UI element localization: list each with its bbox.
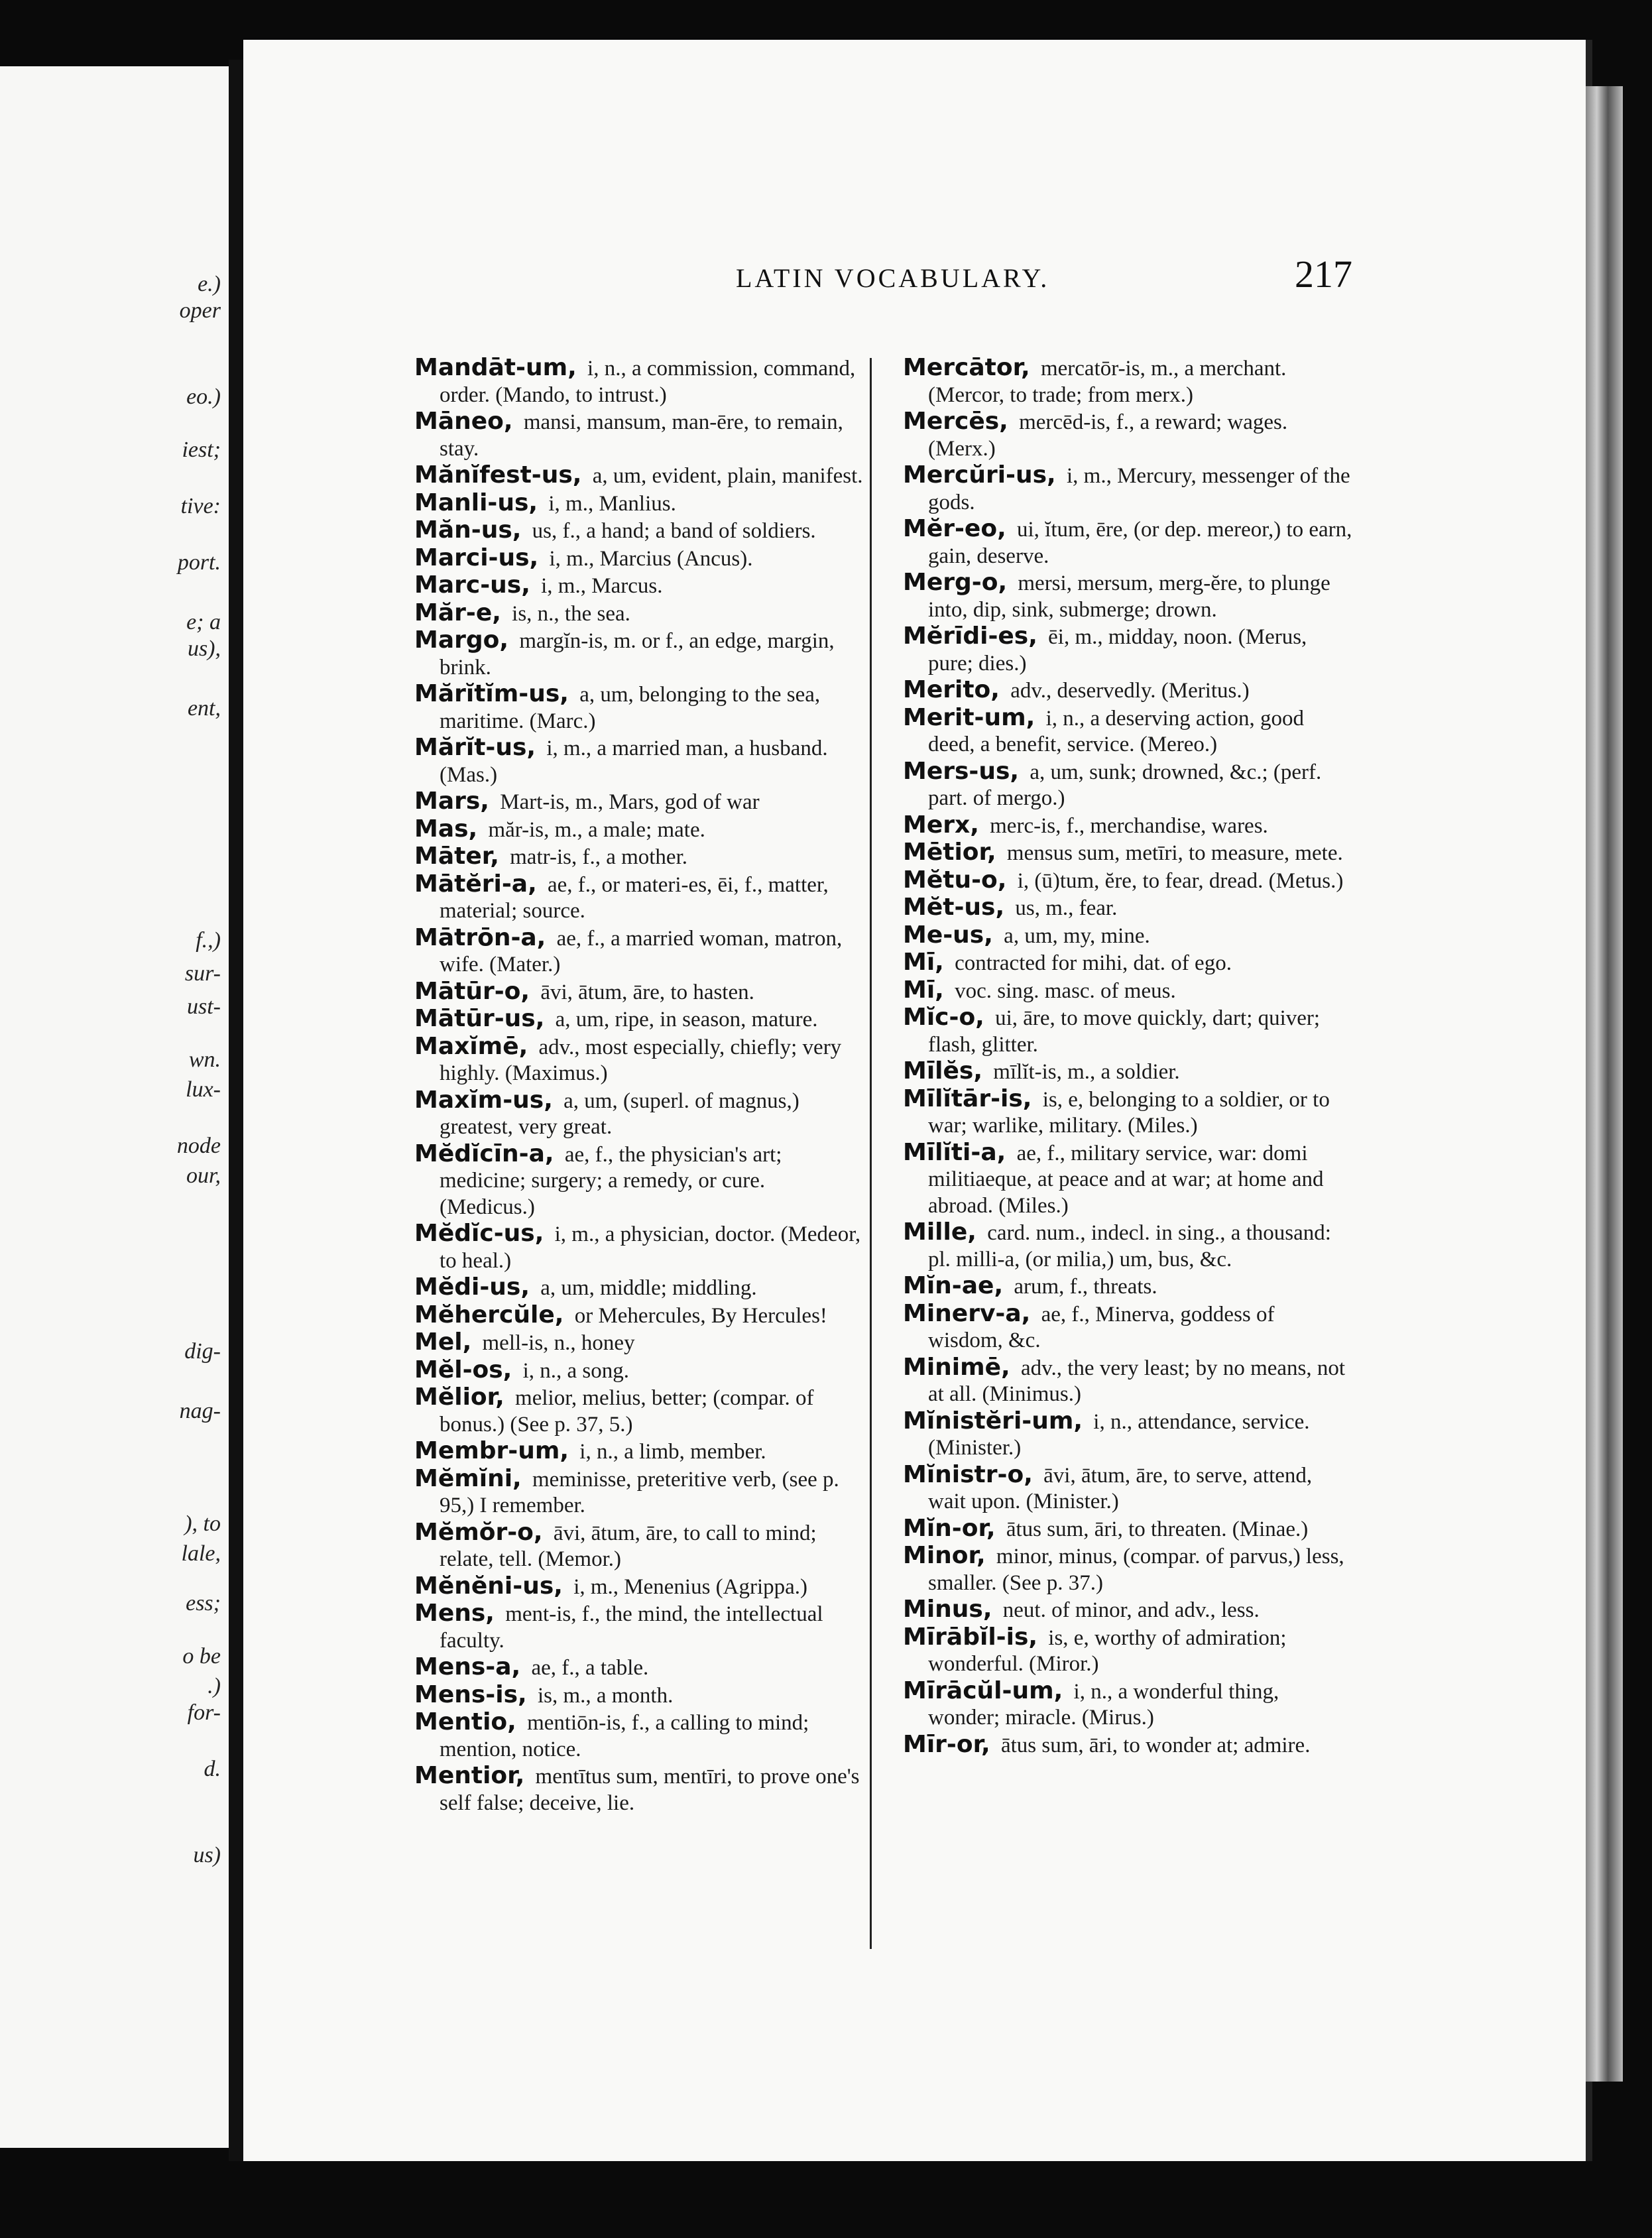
dictionary-entry [414, 517, 865, 545]
dictionary-entry [414, 1384, 865, 1438]
entry-headword: Mĕdĭc-us, [414, 1220, 544, 1247]
dictionary-entry [414, 1302, 865, 1330]
facing-page-text-fragment: ), to [184, 1511, 221, 1536]
entry-headword: Mĕt-us, [903, 894, 1005, 921]
dictionary-entry [903, 922, 1354, 950]
entry-headword: Mātrōn-a, [414, 923, 546, 951]
dictionary-entry [414, 1274, 865, 1302]
facing-page-text-fragment: nag- [179, 1399, 221, 1423]
dictionary-entry [903, 758, 1354, 812]
entry-headword: Minus, [903, 1596, 992, 1623]
entry-headword: Mīlĭti-a, [903, 1138, 1006, 1166]
entry-headword: Mĕlior, [414, 1384, 504, 1411]
dictionary-entry [414, 681, 865, 735]
entry-definition: i, m., Mercury, messenger of the gods. [928, 464, 1350, 514]
entry-definition: mentītus sum, mentīri, to prove one's self false; deceive, lie. [440, 1765, 860, 1815]
entry-headword: Manli-us, [414, 489, 538, 516]
entry-definition: ae, f., a married woman, matron, wife. (Mater.) [440, 926, 843, 976]
facing-page-text-fragment: our, [186, 1163, 221, 1188]
dictionary-entry [414, 1682, 865, 1710]
dictionary-entry [414, 1466, 865, 1519]
entry-headword: Mĕrīdi-es, [903, 622, 1037, 650]
entry-headword: Mărĭtĭm-us, [414, 680, 569, 707]
facing-page-text-fragment: iest; [182, 438, 221, 462]
entry-headword: Mens-a, [414, 1653, 521, 1680]
dictionary-entry [903, 705, 1354, 758]
dictionary-entry [414, 1763, 865, 1816]
entry-headword: Mĕdi-us, [414, 1273, 530, 1301]
entry-definition: i, n., a song. [517, 1358, 630, 1383]
entry-definition: mansi, mansum, man-ēre, to remain, stay. [440, 410, 843, 461]
entry-headword: Mers-us, [903, 757, 1020, 785]
entry-definition: mersi, mersum, merg-ĕre, to plunge into, dip, sink, submerge; drown. [928, 571, 1330, 622]
dictionary-entry [903, 1596, 1354, 1624]
dictionary-entry [903, 812, 1354, 840]
entry-definition: i, m., a physician, doctor. (Medeor, to heal.) [440, 1222, 861, 1273]
entry-definition: i, m., a married man, a husband. (Mas.) [440, 736, 828, 787]
entry-headword: Maxĭm-us, [414, 1086, 553, 1114]
dictionary-entry [414, 627, 865, 681]
dictionary-entry [414, 978, 865, 1006]
entry-definition: i, n., a limb, member. [574, 1440, 766, 1464]
entry-definition: āvi, ātum, āre, to hasten. [535, 980, 754, 1004]
facing-page-text-fragment: tive: [180, 494, 221, 518]
entry-headword: Mī, [903, 976, 944, 1004]
entry-definition: mensus sum, metīri, to measure, mete. [1001, 841, 1343, 865]
entry-definition: i, n., a wonderful thing, wonder; miracle. (Mirus.) [928, 1679, 1279, 1730]
entry-headword: Măn-us, [414, 516, 522, 544]
entry-headword: Mīrābĭl-is, [903, 1623, 1038, 1651]
dictionary-entry [414, 600, 865, 628]
entry-headword: Mīlĭtār-is, [903, 1085, 1032, 1112]
entry-headword: Me-us, [903, 921, 993, 949]
entry-definition: melior, melius, better; (compar. of bonus.) (See p. 37, 5.) [440, 1386, 814, 1437]
entry-definition: a, um, my, mine. [998, 923, 1150, 948]
entry-definition: minor, minus, (compar. of parvus,) less, smaller. (See p. 37.) [928, 1545, 1344, 1595]
entry-headword: Mercŭri-us, [903, 461, 1056, 489]
facing-page-text-fragment: wn. [188, 1047, 221, 1072]
entry-headword: Mĕnĕni-us, [414, 1572, 563, 1600]
dictionary-entry [903, 1543, 1354, 1596]
entry-headword: Mărĭt-us, [414, 734, 536, 761]
dictionary-entry [414, 1709, 865, 1763]
dictionary-entry [414, 871, 865, 925]
dictionary-entry [414, 572, 865, 600]
facing-page-text-fragment: eo.) [186, 384, 221, 409]
entry-definition: mentiōn-is, f., a calling to mind; mention, notice. [440, 1711, 809, 1761]
entry-definition: āvi, ātum, āre, to call to mind; relate, tell. (Memor.) [440, 1521, 817, 1571]
entry-headword: Mens, [414, 1600, 495, 1627]
entry-definition: ae, f., Minerva, goddess of wisdom, &c. [928, 1302, 1275, 1352]
entry-definition: āvi, ātum, āre, to serve, attend, wait upon. (Minister.) [928, 1463, 1313, 1513]
dictionary-entry [414, 1654, 865, 1682]
dictionary-entry [903, 569, 1354, 623]
running-head [736, 252, 1352, 296]
entry-definition: a, um, belonging to the sea, maritime. (Marc.) [440, 683, 821, 733]
dictionary-entry [903, 1058, 1354, 1086]
entry-definition: a, um, ripe, in season, mature. [550, 1008, 818, 1031]
entry-headword: Mens-is, [414, 1680, 527, 1708]
dictionary-entry [903, 1273, 1354, 1301]
facing-page-text-fragment: oper [179, 298, 221, 323]
entry-definition: mell-is, n., honey [477, 1331, 635, 1355]
facing-page-text-fragment: f.,) [196, 928, 221, 953]
entry-definition: adv., most especially, chiefly; very highly. (Maximus.) [440, 1035, 842, 1085]
entry-headword: Mĭnistĕri-um, [903, 1407, 1083, 1435]
facing-page-text-fragment: node [176, 1134, 221, 1158]
dictionary-entry [903, 677, 1354, 705]
column-divider [870, 358, 872, 1949]
dictionary-entry [903, 1140, 1354, 1220]
entry-definition: mīlĭt-is, m., a soldier. [988, 1060, 1180, 1084]
dictionary-entry [414, 1519, 865, 1573]
entry-definition: adv., deservedly. (Meritus.) [1004, 679, 1250, 703]
facing-page-text-fragment: ess; [186, 1591, 221, 1616]
book-gutter [229, 60, 243, 2161]
dictionary-entry [903, 949, 1354, 977]
entry-definition: a, um, (superl. of magnus,) greatest, very great. [440, 1089, 799, 1139]
entry-headword: Măr-e, [414, 599, 501, 626]
dictionary-entry [903, 1462, 1354, 1515]
dictionary-entry [903, 867, 1354, 895]
dictionary-entry [414, 843, 865, 871]
entry-headword: Mentior, [414, 1762, 525, 1789]
entry-definition: măr-is, m., a male; mate. [483, 817, 705, 842]
entry-definition: is, m., a month. [532, 1683, 674, 1708]
entry-headword: Minimē, [903, 1353, 1010, 1381]
entry-headword: Mīrācŭl-um, [903, 1677, 1063, 1704]
dictionary-entry [414, 408, 865, 462]
dictionary-entry [903, 1301, 1354, 1354]
dictionary-entry [903, 408, 1354, 462]
dictionary-entry [414, 735, 865, 788]
dictionary-entry [414, 1220, 865, 1274]
running-title: LATIN VOCABULARY. [736, 263, 1050, 293]
entry-headword: Mandāt-um, [414, 354, 577, 381]
dictionary-entry [903, 355, 1354, 408]
left-entry-column [414, 355, 865, 1816]
dictionary-entry [414, 788, 865, 816]
dictionary-entry [414, 1357, 865, 1385]
entry-headword: Mĭn-ae, [903, 1272, 1004, 1299]
facing-page-text-fragment: e.) [198, 272, 221, 296]
facing-page-edge [0, 66, 231, 2148]
entry-definition: adv., the very least; by no means, not at all. (Minimus.) [928, 1356, 1346, 1406]
facing-page-text-fragment: .) [207, 1674, 221, 1698]
facing-page-text-fragment: d. [204, 1757, 221, 1781]
entry-headword: Mille, [903, 1218, 976, 1246]
facing-page-text-fragment: us), [187, 636, 221, 661]
entry-headword: Mĕmĭni, [414, 1464, 522, 1492]
entry-headword: Minerv-a, [903, 1299, 1031, 1327]
dictionary-entry [414, 1033, 865, 1087]
entry-definition: i, m., Manlius. [543, 491, 676, 516]
entry-headword: Mīlĕs, [903, 1057, 983, 1085]
facing-page-text-fragment: us) [193, 1843, 221, 1867]
entry-headword: Mētior, [903, 839, 996, 866]
entry-definition: ment-is, f., the mind, the intellectual faculty. [440, 1602, 823, 1653]
entry-headword: Mars, [414, 788, 489, 815]
entry-headword: Mĭc-o, [903, 1004, 984, 1031]
entry-headword: Mĕdĭcīn-a, [414, 1140, 554, 1167]
entry-definition: meminisse, preteritive verb, (see p. 95,) I remember. [440, 1467, 839, 1517]
right-entry-column [903, 355, 1354, 1759]
entry-headword: Merx, [903, 811, 979, 839]
entry-definition: a, um, middle; middling. [535, 1276, 757, 1300]
facing-page-text-fragment: e; a [186, 610, 221, 634]
entry-definition: merc-is, f., merchandise, wares. [984, 813, 1268, 838]
entry-definition: ae, f., the physician's art; medicine; surgery; a remedy, or cure. (Medicus.) [440, 1142, 782, 1219]
entry-headword: Mas, [414, 815, 478, 843]
entry-definition: card. num., indecl. in sing., a thousand: pl. milli-a, (or milia,) um, bus, &c. [928, 1221, 1331, 1271]
entry-headword: Mātĕri-a, [414, 870, 537, 898]
entry-headword: Mercēs, [903, 408, 1008, 435]
facing-page-text-fragment: for- [187, 1700, 221, 1725]
dictionary-entry [414, 816, 865, 844]
entry-headword: Margo, [414, 626, 509, 654]
entry-definition: i, m., Menenius (Agrippa.) [567, 1574, 808, 1599]
dictionary-entry [903, 1515, 1354, 1543]
entry-definition: ātus sum, āri, to threaten. (Minae.) [1000, 1517, 1309, 1541]
entry-headword: Merito, [903, 676, 1000, 703]
dictionary-entry [414, 1329, 865, 1357]
facing-page-text-fragment: ust- [187, 994, 221, 1019]
entry-headword: Mĭn-or, [903, 1514, 996, 1542]
entry-headword: Mīr-or, [903, 1730, 990, 1758]
entry-definition: i, n., a commission, command, order. (Mando, to intrust.) [440, 357, 856, 407]
dictionary-entry [903, 1354, 1354, 1408]
entry-definition: ui, āre, to move quickly, dart; quiver; flash, glitter. [928, 1006, 1321, 1057]
entry-definition: ātus sum, āri, to wonder at; admire. [995, 1733, 1311, 1757]
page-stack-edge [1586, 86, 1623, 2082]
entry-headword: Merit-um, [903, 703, 1035, 731]
entry-definition: is, n., the sea. [506, 601, 630, 626]
entry-definition: ēi, m., midday, noon. (Merus, pure; dies.) [928, 625, 1307, 676]
dictionary-entry [414, 355, 865, 408]
entry-headword: Maxĭmē, [414, 1032, 528, 1060]
facing-page-text-fragment: ent, [187, 696, 221, 721]
entry-definition: arum, f., threats. [1008, 1275, 1157, 1299]
entry-headword: Mĕhercŭle, [414, 1301, 564, 1328]
entry-definition: contracted for mihi, dat. of ego. [949, 951, 1232, 975]
dictionary-entry [903, 1004, 1354, 1058]
dictionary-entry [903, 516, 1354, 569]
entry-headword: Mĕtu-o, [903, 866, 1007, 894]
entry-definition: neut. of minor, and adv., less. [997, 1598, 1260, 1622]
dictionary-entry [414, 490, 865, 518]
dictionary-entry [414, 925, 865, 978]
entry-definition: a, um, evident, plain, manifest. [587, 464, 863, 488]
entry-headword: Mănĭfest-us, [414, 461, 582, 489]
entry-definition: matr-is, f., a mother. [504, 845, 687, 869]
entry-definition: is, e, belonging to a soldier, or to war; warlike, military. (Miles.) [928, 1087, 1330, 1138]
entry-definition: ae, f., military service, war: domi militiaeque, at peace and at war; at home and abroad. (Miles.) [928, 1141, 1324, 1218]
page-number: 217 [1295, 253, 1352, 296]
entry-definition: i, n., attendance, service. (Minister.) [928, 1409, 1310, 1460]
entry-headword: Marc-us, [414, 571, 530, 599]
facing-page-text-fragment: sur- [184, 961, 221, 986]
entry-definition: voc. sing. masc. of meus. [949, 978, 1176, 1003]
entry-headword: Mentio, [414, 1708, 516, 1736]
entry-headword: Mĭnistr-o, [903, 1460, 1033, 1488]
entry-definition: us, f., a hand; a band of soldiers. [526, 519, 816, 543]
dictionary-entry [414, 1087, 865, 1141]
entry-headword: Mĕl-os, [414, 1356, 512, 1384]
entry-definition: Mart-is, m., Mars, god of war [494, 790, 760, 814]
entry-headword: Marci-us, [414, 544, 539, 571]
dictionary-entry [903, 623, 1354, 677]
entry-definition: or Mehercules, By Hercules! [569, 1303, 827, 1328]
dictionary-entry [414, 1141, 865, 1221]
dictionary-entry [414, 1006, 865, 1033]
entry-headword: Mātūr-us, [414, 1005, 545, 1032]
dictionary-entry [903, 894, 1354, 922]
facing-page-text-fragment: lux- [186, 1077, 221, 1102]
dictionary-entry [903, 462, 1354, 516]
entry-definition: margĭn-is, m. or f., an edge, margin, brink. [440, 629, 835, 679]
dictionary-entry [903, 1408, 1354, 1462]
entry-headword: Māter, [414, 843, 499, 870]
entry-headword: Māneo, [414, 408, 513, 435]
dictionary-entry [414, 462, 865, 490]
entry-definition: i, n., a deserving action, good deed, a benefit, service. (Mereo.) [928, 706, 1305, 756]
dictionary-entry [414, 1438, 865, 1466]
facing-page-text-fragment: dig- [184, 1339, 221, 1364]
entry-definition: i, (ū)tum, ĕre, to fear, dread. (Metus.) [1012, 868, 1344, 893]
dictionary-entry [414, 1573, 865, 1601]
entry-headword: Minor, [903, 1542, 986, 1569]
dictionary-entry [903, 977, 1354, 1005]
entry-headword: Mātūr-o, [414, 977, 530, 1005]
entry-definition: i, m., Marcius (Ancus). [544, 546, 753, 571]
facing-page-text-fragment: port. [177, 550, 221, 575]
entry-definition: ae, f., a table. [526, 1656, 649, 1680]
entry-headword: Merg-o, [903, 569, 1008, 596]
entry-definition: a, um, sunk; drowned, &c.; (perf. part. of mergo.) [928, 760, 1322, 810]
dictionary-entry [903, 839, 1354, 867]
entry-headword: Membr-um, [414, 1437, 569, 1464]
entry-definition: is, e, worthy of admiration; wonderful. (Miror.) [928, 1625, 1287, 1676]
entry-definition: ae, f., or materi-es, ēi, f., matter, material; source. [440, 872, 829, 923]
entry-definition: mercēd-is, f., a reward; wages. (Merx.) [928, 410, 1288, 461]
entry-headword: Mĕr-eo, [903, 515, 1006, 542]
entry-definition: mercatōr-is, m., a merchant. (Mercor, to trade; from merx.) [928, 357, 1287, 407]
dictionary-entry [903, 1086, 1354, 1140]
facing-page-text-fragment: lale, [181, 1541, 221, 1566]
entry-headword: Mel, [414, 1328, 472, 1356]
entry-definition: i, m., Marcus. [535, 574, 663, 598]
dictionary-entry [414, 1600, 865, 1654]
entry-headword: Mī, [903, 949, 944, 976]
entry-definition: us, m., fear. [1010, 896, 1118, 920]
entry-headword: Mĕmŏr-o, [414, 1518, 543, 1546]
dictionary-entry [903, 1219, 1354, 1273]
entry-definition: ui, ĭtum, ēre, (or dep. mereor,) to earn, gain, deserve. [928, 518, 1352, 568]
dictionary-entry [903, 1678, 1354, 1732]
dictionary-entry [903, 1624, 1354, 1678]
entry-headword: Mercātor, [903, 354, 1030, 381]
dictionary-entry [414, 545, 865, 573]
dictionary-entry [903, 1732, 1354, 1759]
facing-page-text-fragment: o be [182, 1644, 221, 1669]
